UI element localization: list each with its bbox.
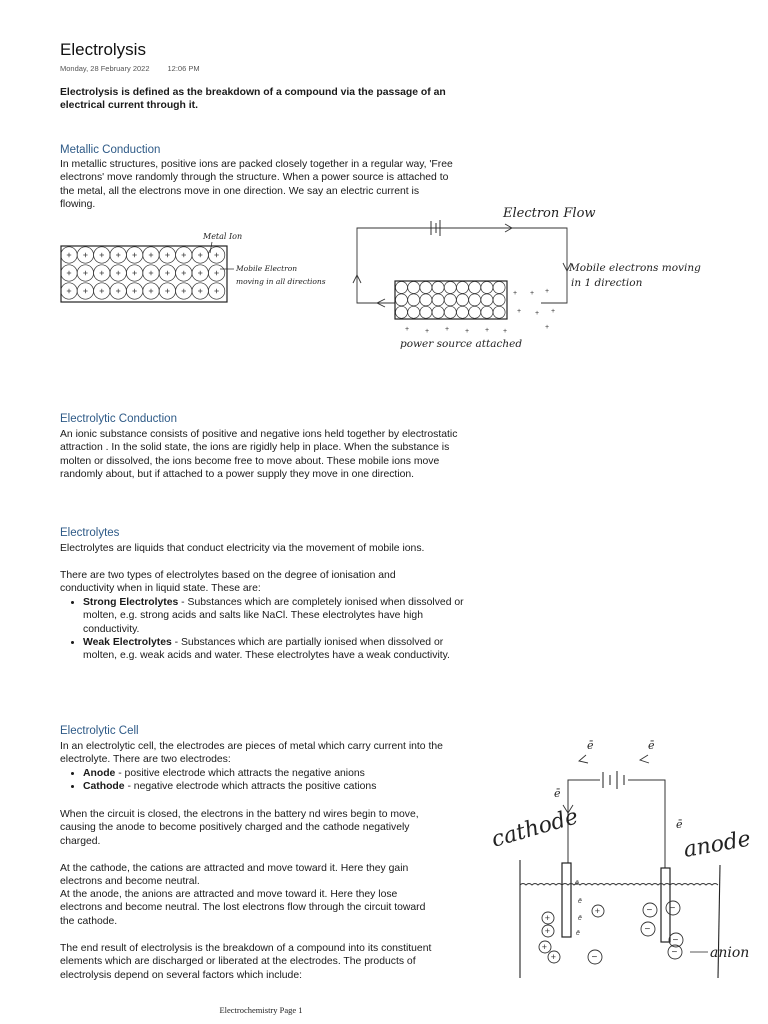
list-item-strong [83, 596, 478, 636]
electron-dot: ē [576, 930, 580, 937]
label-anode: anode [681, 826, 753, 863]
metal-ion [493, 294, 505, 306]
metal-ion [420, 294, 432, 306]
electron-mark: + [545, 324, 550, 331]
circuit-closed-text: When the circuit is closed, the electrons in the battery nd wires begin to move, causing the anode to become positively charged and the cathode negatively charged. [60, 809, 419, 847]
metal-ion [481, 306, 493, 318]
cation-sign: + [544, 926, 551, 936]
electrolytes-types-intro: There are two types of electrolytes based on the degree of ionisation and conductivity when in liquid state. These are: [60, 570, 396, 595]
electrolytes-definition: Electrolytes are liquids that conduct electricity via the movement of mobile ions. [60, 543, 425, 554]
lattice-outline [61, 246, 227, 302]
label-anion: anion [710, 945, 750, 961]
desc-strong: - Substances which are completely ionised when dissolved or molten, e.g. strong acids and salts like NaCl. These electrolytes have high conductivity. [83, 597, 464, 635]
lattice2-ions [396, 282, 506, 319]
metal-ion [432, 306, 444, 318]
heading-electrolytes: Electrolytes [60, 527, 120, 539]
cathode-electrode [562, 863, 571, 937]
metal-circuit-diagram [345, 203, 700, 353]
heading-electrolytic-conduction: Electrolytic Conduction [60, 413, 177, 425]
page-timestamp [60, 64, 200, 73]
lattice-ions [61, 247, 225, 299]
electron-marks [405, 288, 555, 335]
metal-ion [469, 294, 481, 306]
circuit-wire [357, 228, 567, 303]
page-title: Electrolysis [60, 40, 146, 59]
metal-lattice-diagram [60, 226, 326, 306]
anion-sign: − [669, 903, 676, 914]
desc-anode: - positive electrode which attracts the negative anions [115, 768, 365, 779]
metal-ion [408, 282, 420, 294]
anion-sign: − [672, 935, 679, 946]
metal-ion [481, 294, 493, 306]
electron-mark: + [530, 290, 535, 297]
electron-mark: + [425, 328, 430, 335]
electron-symbol-right: ē [676, 818, 683, 831]
heading-electrolytic-cell: Electrolytic Cell [60, 725, 139, 737]
electron-mark: + [513, 290, 518, 297]
metal-ion [396, 294, 408, 306]
metal-ion [396, 282, 408, 294]
metal-ion [432, 282, 444, 294]
intro-definition: Electrolysis is defined as the breakdown of a compound via the passage of an electrical current through it. [60, 87, 446, 112]
label-mobile-electron: Mobile Electron [236, 264, 298, 273]
label-metal-ion: Metal Ion [203, 232, 243, 241]
metal-ion [481, 282, 493, 294]
metal-ion [469, 306, 481, 318]
cell-wire [568, 780, 665, 868]
term-strong: Strong Electrolytes [83, 597, 179, 608]
metal-ion-pointer [210, 242, 212, 253]
electron-mark: + [405, 326, 410, 333]
electron-mark: + [551, 308, 556, 315]
metal-ion [408, 306, 420, 318]
anion-sign: − [644, 924, 651, 935]
electron-dot: ē [575, 880, 579, 887]
cathode-process-text: At the cathode, the cations are attracted and move toward it. Here they gain electrons and become neutral. [60, 863, 409, 888]
metal-ion [457, 306, 469, 318]
page-footer: Electrochemistry Page 1 [219, 1005, 303, 1015]
heading-metallic-conduction: Metallic Conduction [60, 144, 161, 156]
cell-battery [603, 771, 624, 789]
anion-sign: − [671, 947, 678, 958]
container-right-wall [718, 865, 720, 978]
metal-ion [420, 282, 432, 294]
label-power-source: power source attached [400, 338, 523, 350]
page-date: Monday, 28 February 2022 [60, 64, 150, 73]
term-weak: Weak Electrolytes [83, 636, 172, 648]
cation-sign: + [541, 942, 548, 952]
list-item-cathode [83, 780, 483, 793]
metal-ion [444, 282, 456, 294]
label-one-direction: in 1 direction [571, 277, 643, 289]
anion-sign: − [591, 952, 598, 963]
metal-ion [493, 306, 505, 318]
term-cathode: Cathode [83, 781, 125, 793]
list-item-anode [83, 767, 483, 780]
metal-ion [420, 306, 432, 318]
electrolytic-cell-diagram [490, 735, 760, 985]
metal-ion [469, 282, 481, 294]
electron-mark: + [545, 288, 550, 295]
label-mobile-electrons: Mobile electrons moving [569, 262, 701, 274]
metal-ion [396, 306, 408, 318]
electron-arrow-top-right [640, 755, 649, 763]
lattice2-outline [395, 281, 507, 319]
electron-dot: ē [578, 898, 582, 905]
metal-ion [493, 282, 505, 294]
liquid-surface [520, 884, 718, 886]
metal-ion [432, 294, 444, 306]
electron-mark: + [485, 327, 490, 334]
metal-ion [444, 294, 456, 306]
term-anode: Anode [83, 768, 116, 779]
electron-symbol-top-right: ē [648, 739, 655, 752]
page-time: 12:06 PM [167, 64, 200, 73]
label-moving-all-directions: moving in all directions [236, 277, 326, 286]
end-result-text: The end result of electrolysis is the breakdown of a compound into its constituent elements which are discharged or liberated at the electrodes. The products of electrolysis depend on several factors which include: [60, 943, 432, 981]
cation-sign: + [594, 906, 601, 916]
desc-cathode: - negative electrode which attracts the positive cations [124, 781, 377, 793]
metal-ion [444, 306, 456, 318]
electron-arrow-top-left [579, 755, 588, 763]
electron-mark: + [445, 326, 450, 333]
metallic-conduction-text: In metallic structures, positive ions are packed closely together in a regular way, 'Free electrons' move randomly through the structure. When a power source is attached to the metal, all the electrons move in one direction. We say an electric current is flowing. [60, 159, 453, 210]
electron-symbol-left: ē [554, 787, 561, 800]
anode-process-text: At the anode, the anions are attracted and move toward it. Here they lose electrons and become neutral. The lost electrons flow through the circuit toward the cathode. [60, 889, 426, 927]
cell-intro-text: In an electrolytic cell, the electrodes are pieces of metal which carry current into the electrolyte. There are two electrodes: [60, 741, 443, 766]
electrolytic-conduction-text: An ionic substance consists of positive and negative ions held together by electrostatic attraction . In the solid state, the ions are rigidly help in place. When the substance is molten or dissolved, the ions become free to move about. These mobile ions move randomly about, but if attached to a power supply they move in one direction. [60, 429, 458, 480]
electron-mark: + [535, 310, 540, 317]
metal-ion [408, 294, 420, 306]
desc-weak: - Substances which are partially ionised when dissolved or molten, e.g. weak acids and water. These electrolytes have a weak conductivity. [83, 636, 450, 662]
anion-sign: − [646, 905, 653, 916]
label-electron-flow: Electron Flow [503, 206, 596, 221]
electron-mark: + [465, 328, 470, 335]
cation-sign: + [544, 913, 551, 923]
electron-mark: + [503, 328, 508, 335]
metal-ion [457, 294, 469, 306]
electrolytes-list [60, 596, 478, 662]
metal-ion [457, 282, 469, 294]
label-cathode: cathode [488, 804, 582, 853]
list-item-weak [83, 636, 478, 663]
electron-dot: ē [578, 915, 582, 922]
electron-symbol-top-left: ē [587, 739, 594, 752]
electron-mark: + [517, 308, 522, 315]
cation-sign: + [550, 952, 557, 962]
electrodes-list [60, 767, 483, 794]
